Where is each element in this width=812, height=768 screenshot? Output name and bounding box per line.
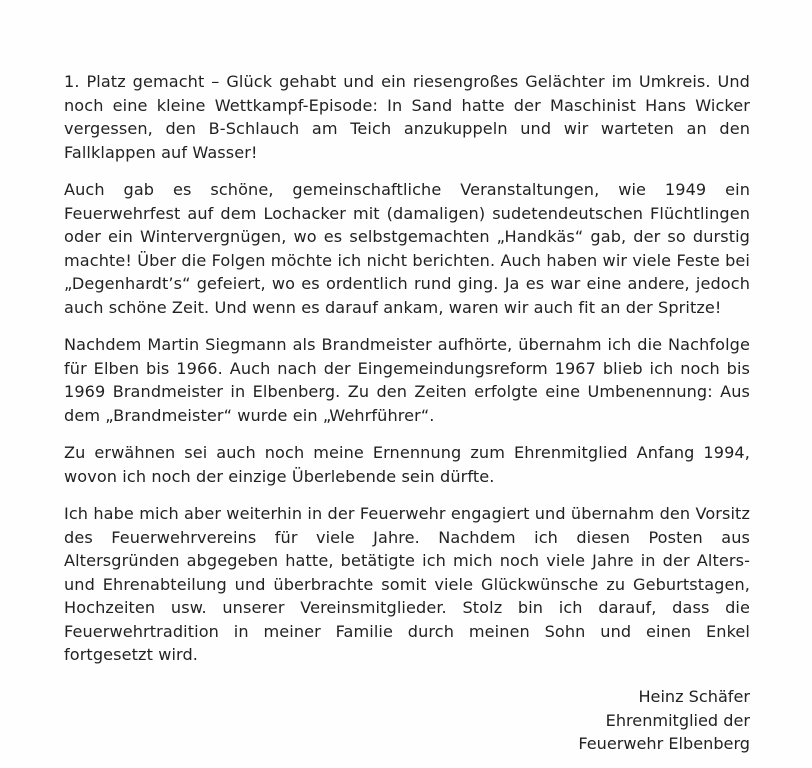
signature-name: Heinz Schäfer — [638, 687, 750, 706]
document-body — [64, 70, 750, 681]
signature-role: Ehrenmitglied der — [605, 710, 750, 730]
paragraph-association: Ich habe mich aber weiterhin in der Feuerwehr engagiert und übernahm den Vorsitz des Feuerwehrvereins für viele Jahre. Nachdem ich diesen Posten aus Altersgründen abgegeben hatte, betätigte ich mich noch viele Jahre in der Alters- und Ehrenabteilung und überbrachte somit viele Glückwünsche zu Geburtstagen, Hochzeiten usw. unserer Vereinsmitglieder. Stolz bin ich darauf, dass die Feuerwehrtradition in meiner Familie durch meinen Sohn und einen Enkel fortgesetzt wird. — [64, 504, 750, 664]
signature-organization: Feuerwehr Elbenberg — [578, 734, 750, 753]
paragraph-events: Auch gab es schöne, gemeinschaftliche Veranstaltungen, wie 1949 ein Feuerwehrfest auf dem Lochacker mit (damaligen) sudetendeutschen Flüchtlingen oder ein Wintervergnügen, wo es selbstgemachten „Handkäs“ gab, der so durstig machte! Über die Folgen möchte ich nicht berichten. Auch haben wir viele Feste bei „Degenhardt’s“ gefeiert, wo es ordentlich rund ging. Ja es war eine andere, jedoch auch schöne Zeit. Und wenn es darauf ankam, waren wir auch fit an der Spritze! — [64, 180, 750, 317]
paragraph-competition-episode: 1. Platz gemacht – Glück gehabt und ein riesengroßes Gelächter im Umkreis. Und noch eine kleine Wettkampf-Episode: In Sand hatte der Maschinist Hans Wicker vergessen, den B-Schlauch am Teich anzukuppeln und wir warteten an den Fallklappen auf Wasser! — [64, 72, 750, 162]
signature-block — [578, 685, 750, 756]
paragraph-brandmeister: Nachdem Martin Siegmann als Brandmeister aufhörte, übernahm ich die Nachfolge für Elben bis 1966. Auch nach der Eingemeindungsreform 1967 blieb ich noch bis 1969 Brandmeister in Elbenberg. Zu den Zeiten erfolgte eine Umbenennung: Aus dem „Brandmeister“ wurde ein „Wehrführer“. — [64, 335, 750, 425]
paragraph-honorary-member: Zu erwähnen sei auch noch meine Ernennung zum Ehrenmitglied Anfang 1994, wovon ich noch der einzige Überlebende sein dürfte. — [64, 443, 750, 486]
